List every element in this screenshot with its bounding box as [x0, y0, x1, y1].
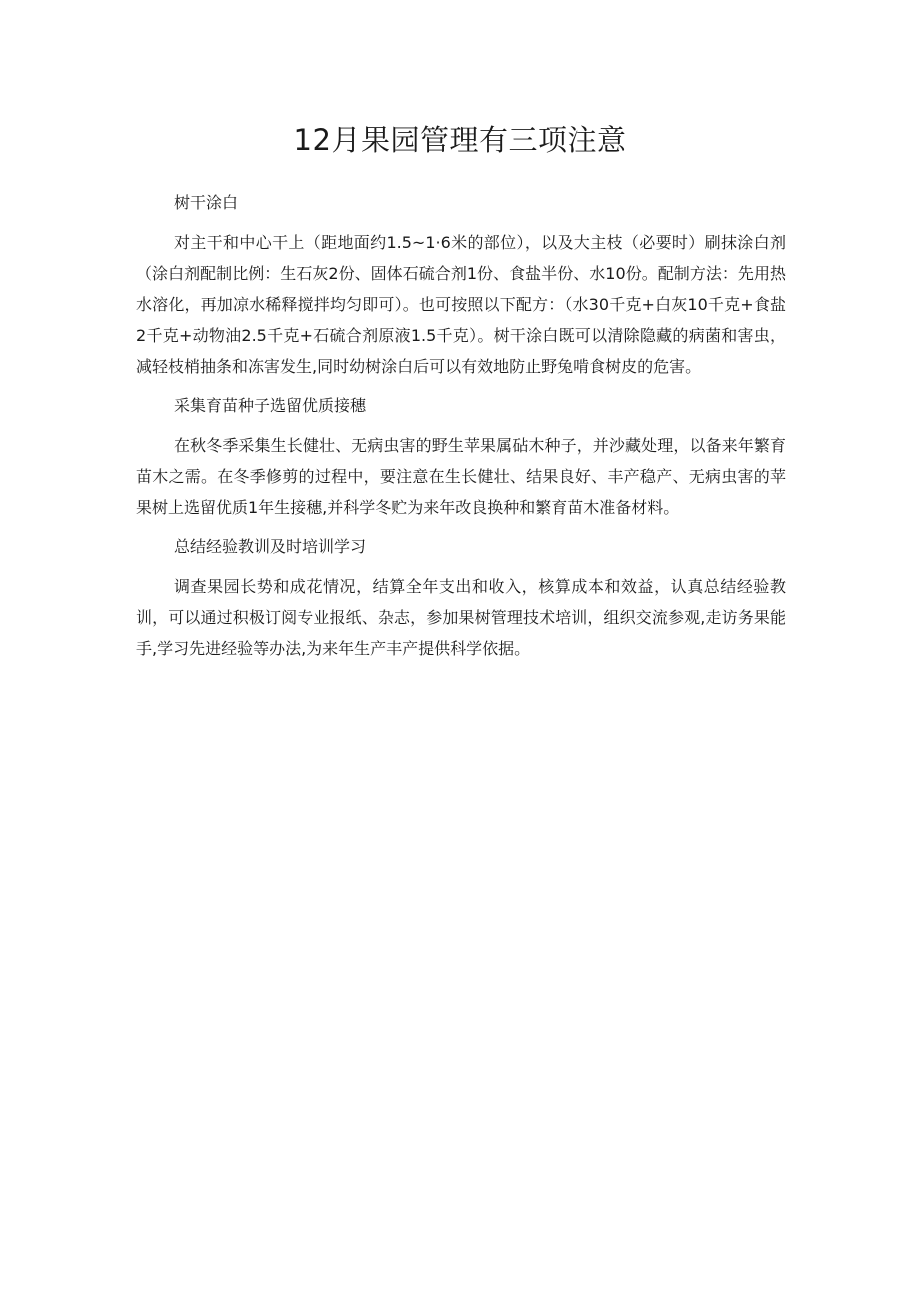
section-seed-collection	[136, 391, 786, 523]
document-title: 12月果园管理有三项注意	[293, 123, 627, 157]
section-paragraph: 对主干和中心干上（距地面约1.5~1·6米的部位），以及大主枝（必要时）刷抹涂白剂（涂白剂配制比例：生石灰2份、固体石硫合剂1份、食盐半份、水10份。配制方法：先用热水溶化，再加凉水稀释搅拌均匀即可）。也可按照以下配方：（水30千克+白灰10千克+食盐2千克+动物油2.5千克+石硫合剂原液1.5千克）。树干涂白既可以清除隐藏的病菌和害虫，减轻枝梢抽条和冻害发生,同时幼树涂白后可以有效地防止野兔啃食树皮的危害。	[136, 233, 786, 376]
section-heading: 总结经验教训及时培训学习	[174, 537, 367, 556]
section-paragraph: 调查果园长势和成花情况，结算全年支出和收入，核算成本和效益，认真总结经验教训，可以通过积极订阅专业报纸、杂志，参加果树管理技术培训，组织交流参观,走访务果能手,学习先进经验等办法,为来年生产丰产提供科学依据。	[136, 577, 786, 658]
section-heading: 采集育苗种子选留优质接穗	[174, 396, 367, 415]
section-paragraph: 在秋冬季采集生长健壮、无病虫害的野生苹果属砧木种子，并沙藏处理，以备来年繁育苗木之需。在冬季修剪的过程中，要注意在生长健壮、结果良好、丰产稳产、无病虫害的苹果树上选留优质1年生接穗,并科学冬贮为来年改良换种和繁育苗木准备材料。	[136, 436, 786, 517]
section-heading: 树干涂白	[174, 193, 239, 212]
section-trunk-whitening	[136, 188, 786, 382]
section-summary-training	[136, 532, 786, 664]
document-body	[136, 188, 786, 673]
